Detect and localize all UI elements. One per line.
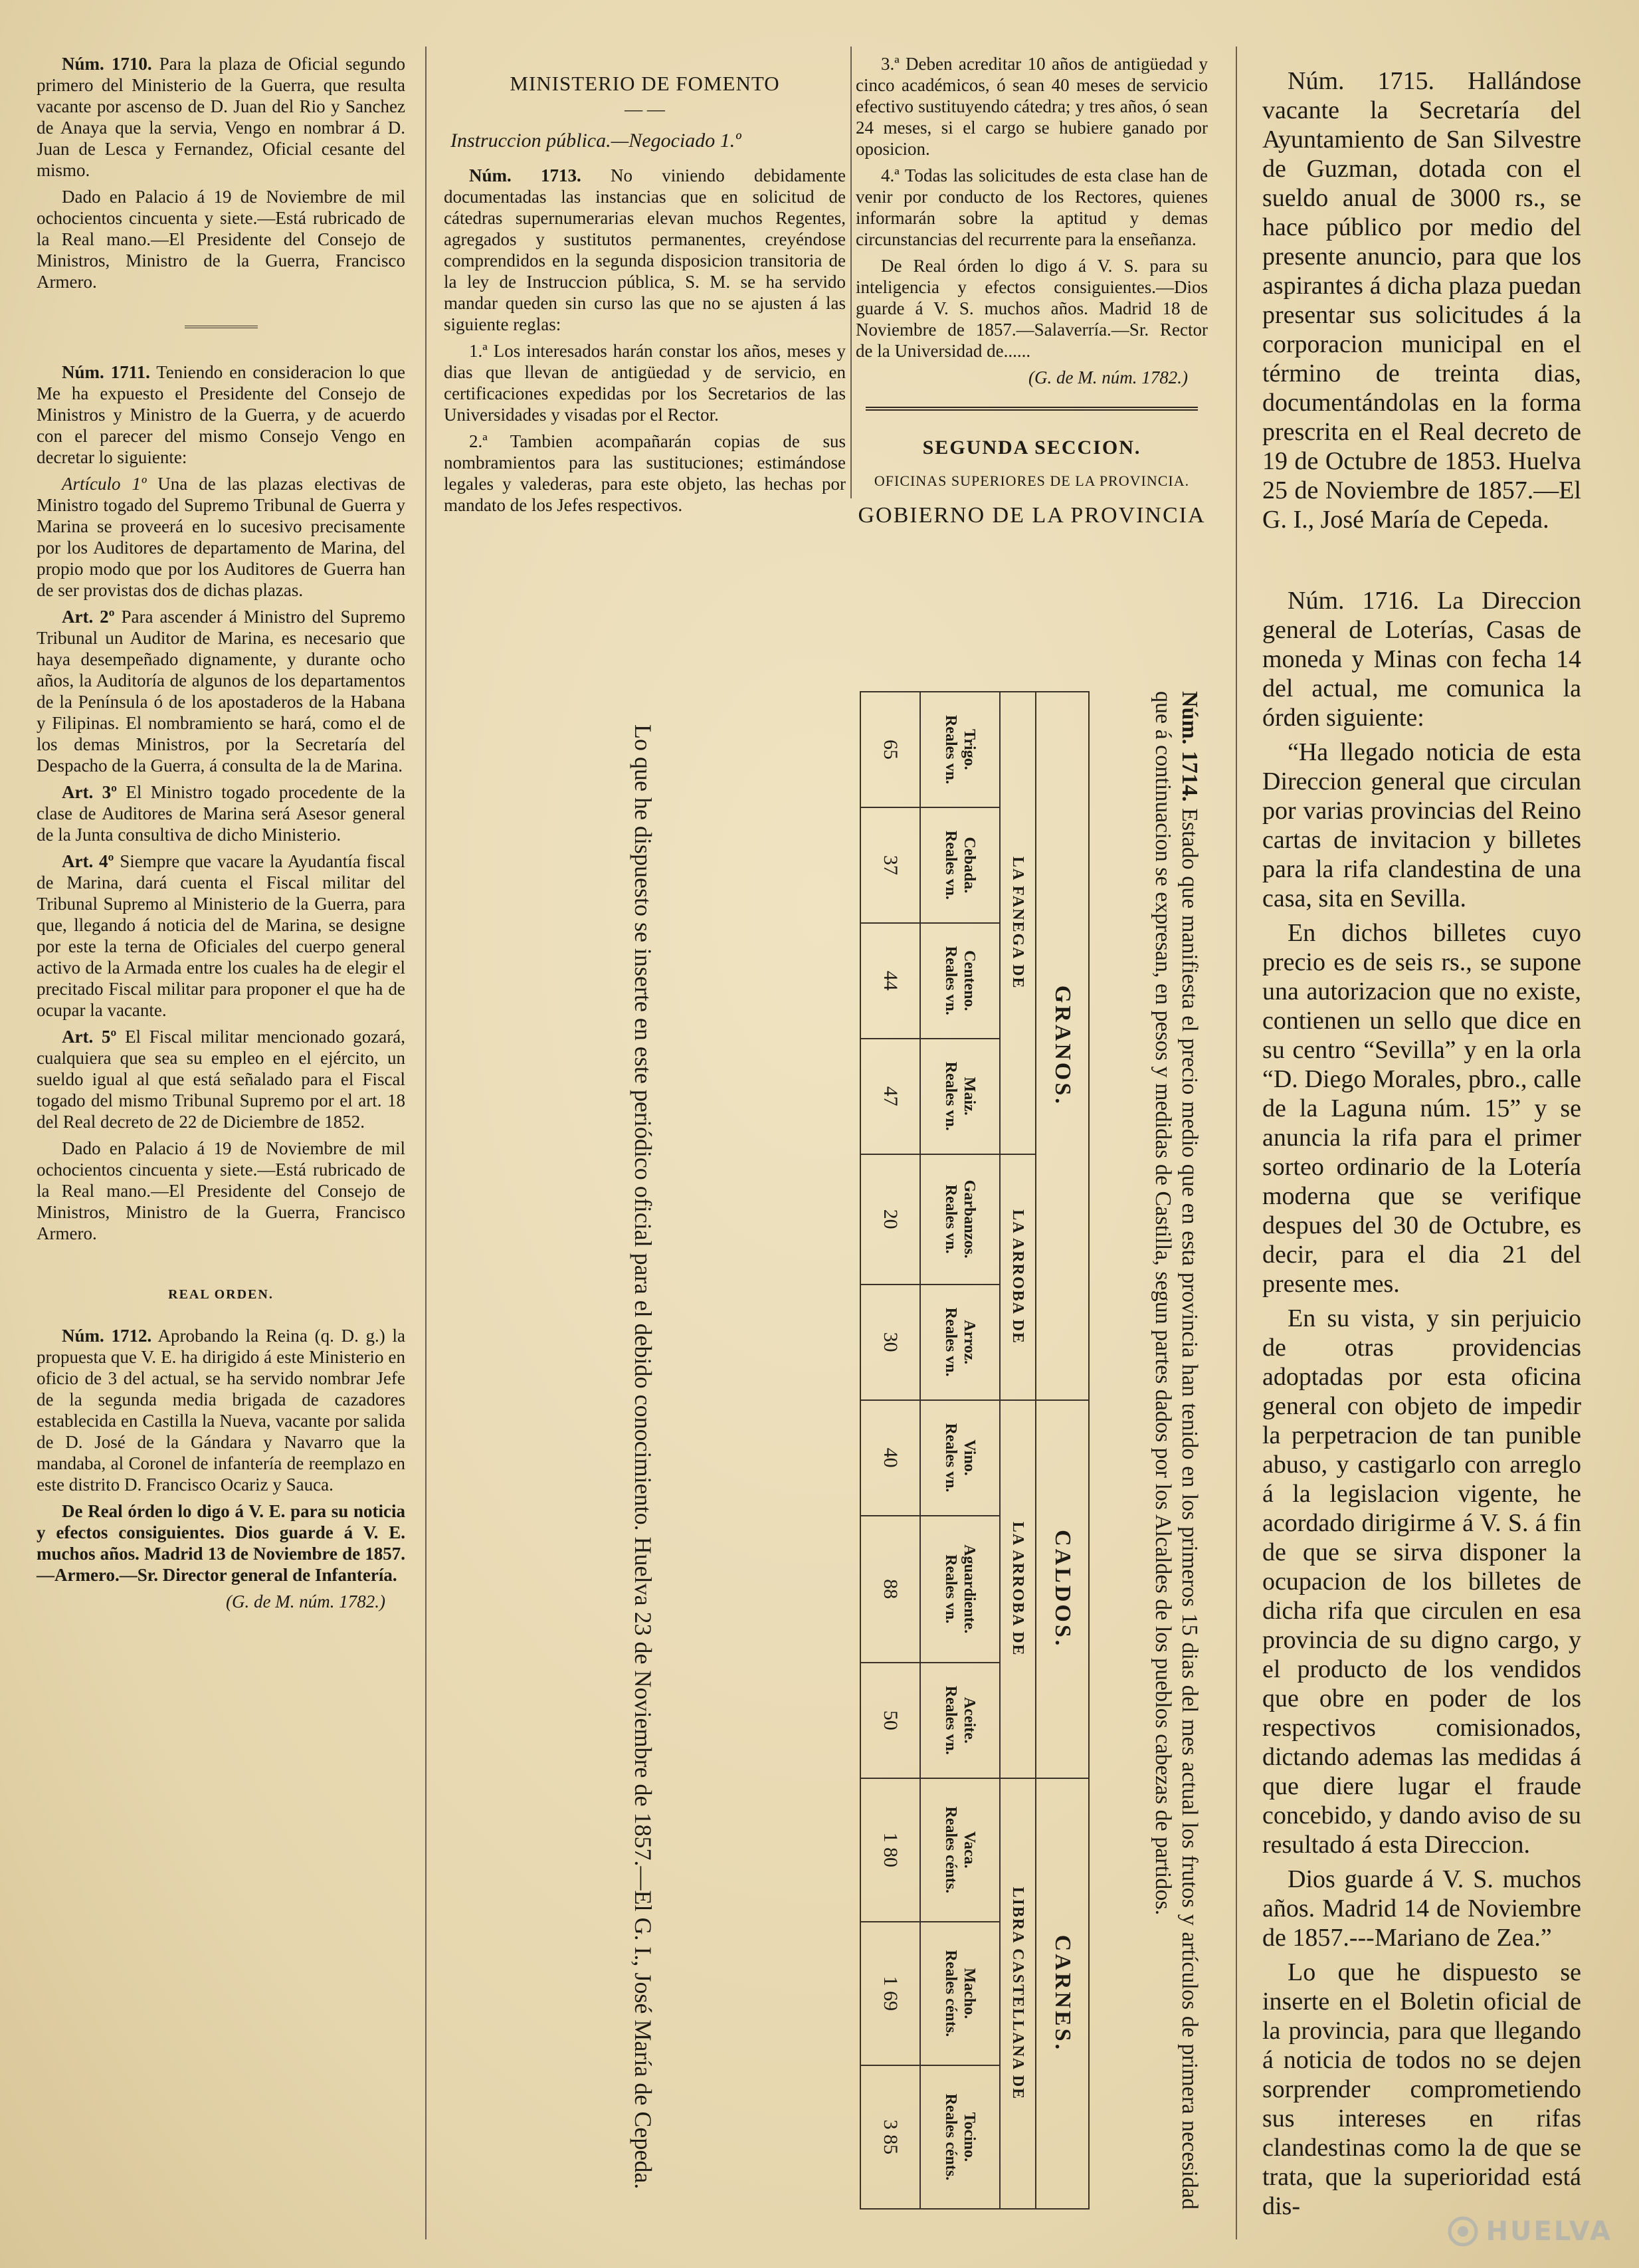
order-1713: Núm. 1713. No viniendo debidamente documentadas las instancias que en solicitud de cátedras supernumerarias elevan muchos Regentes, agregados y sustitutos permanentes, creyéndose comprendidos en la segunda disposicion transitoria de la ley de Instruccion pública, S. M. se ha servido mandar queden sin curso las que no se ajusten á las siguiente reglas: — [444, 165, 846, 334]
order-1712: Núm. 1712. Aprobando la Reina (q. D. g.) la propuesta que V. E. ha dirigido á este Ministerio en oficio de 3 del actual, se ha servido nombrar Jefe de la segunda media brigada de cazadores establecida en Castilla la Nueva, vacante por salida de D. José de la Gándara y Navarro que la mandaba, al Coronel de infantería de reemplazo en este distrito D. Francisco Ocariz y Sauca. — [37, 1326, 405, 1495]
rule-4: 4.ª Todas las solicitudes de esta clase han de venir por conducto de los Rectores, quienes informarán sobre la aptitud y demas circunstancias del recurrente para la enseñanza. — [856, 165, 1208, 249]
subgroup-arroba: LA ARROBA DE — [1000, 1400, 1036, 1778]
section-title: SEGUNDA SECCION. — [922, 437, 1141, 459]
quote-paragraph-3: En su vista, y sin perjuicio de otras providencias adoptadas por esta oficina general con objeto de impedir la perpetracion de tan punible abuso, y castigarlo con arreglo á la legislacion vigente, he acordado dirigirme á V. S. á fin de que se sirva disponer la ocupacion de los billetes de dicha rifa que circulen en esa provincia de su digno cargo, y el producto de los vendidos que obre en poder de los respectivos comisionados, dictando ademas las medidas á que diere lugar el fraude concebido, y dando aviso de su resultado á esta Direccion. — [1262, 1304, 1581, 1859]
column-header: Aceite. Reales vn. — [920, 1663, 1000, 1778]
column-divider — [425, 47, 427, 2239]
article-5: Art. 5º El Fiscal militar mencionado gozará, cualquiera que sea su empleo en el ejército, un sueldo igual al que está señalado para el Fiscal togado del mismo Tribunal Supremo por el art. 18 del Real decreto de 22 de Diciembre de 1852. — [37, 1027, 406, 1132]
article-3: Art. 3º El Ministro togado procedente de la clase de Auditores de Marina será Asesor general de la Junta consultiva de dicho Ministerio. — [37, 782, 406, 845]
table-footer: Lo que he dispuesto se inserte en este periódico oficial para el debido conocimiento. Huelva 23 de Noviembre de 1857.—El G. I., José María de Cepeda. — [630, 724, 656, 2190]
price-table-rotated — [525, 691, 1203, 2210]
price-value: 37 — [860, 807, 920, 923]
archive-watermark: HUELVA — [1400, 2212, 1612, 2251]
rule-2: 2.ª Tambien acompañarán copias de sus nombramientos para las sustituciones; estimándose legales y valederas, para este objeto, las hechas por mandato de los Jefes respectivos. — [444, 431, 846, 515]
column-1 — [37, 53, 405, 1617]
column-3 — [856, 53, 1208, 526]
column-header: Garbanzos. Reales vn. — [920, 1154, 1000, 1285]
section-subtitle: OFICINAS SUPERIORES DE LA PROVINCIA. — [874, 472, 1190, 489]
section-subtitle: Instruccion pública.—Negociado 1.º — [450, 130, 741, 152]
price-table-block — [525, 691, 1203, 2210]
column-header: Arroz. Reales vn. — [920, 1285, 1000, 1400]
spacer — [1262, 540, 1581, 586]
column-4 — [1262, 66, 1581, 2226]
price-value: 1 80 — [860, 1778, 920, 1922]
order-1712-signature: De Real órden lo digo á V. E. para su noticia y efectos consiguientes. Dios guarde á V. E. muchos años. Madrid 13 de Noviembre de 1857.—Armero.—Sr. Director general de Infantería. — [37, 1501, 405, 1585]
quote-paragraph-5: Lo que he dispuesto se inserte en el Boletin oficial de la provincia, para que llegando á noticia de todos no se dejen sorprender comprometiendo sus intereses en rifas clandestinas como la de que se trata, que la superioridad está dis- — [1262, 1958, 1581, 2220]
government-heading: GOBIERNO DE LA PROVINCIA — [858, 503, 1206, 528]
subgroup-libra: LIBRA CASTELLANA DE — [1000, 1778, 1036, 2209]
column-2 — [444, 53, 846, 521]
column-header: Tocino. Reales cénts. — [920, 2065, 1000, 2209]
price-value: 1 69 — [860, 1922, 920, 2065]
gazette-reference: (G. de M. núm. 1782.) — [1028, 367, 1188, 387]
column-header: Vino. Reales vn. — [920, 1400, 1000, 1516]
column-header: Aguardiente. Reales vn. — [920, 1516, 1000, 1663]
price-value: 65 — [860, 692, 920, 807]
order-1713-signature: De Real órden lo digo á V. S. para su inteligencia y efectos consiguientes.—Dios guarde á V. S. muchos años. Madrid 18 de Noviembre de 1857.—Salaverría.—Sr. Rector de la Universidad de...... — [856, 256, 1208, 361]
column-divider — [850, 47, 852, 498]
decree-1711: Núm. 1711. Teniendo en consideracion lo que Me ha expuesto el Presidente del Consejo de Ministros y Ministro de la Guerra, y de acuerdo con el parecer del mismo Consejo Vengo en decretar lo siguiente: — [37, 362, 405, 467]
price-value: 20 — [860, 1154, 920, 1285]
price-value: 40 — [860, 1400, 920, 1516]
table-title: Núm. 1714. Estado que manifiesta el precio medio que en esta provincia han tenido en los primeros 15 dias del mes actual los frutos y artículos de primera necesidad que á continuacion se expresan, en pesos y medidas de Castilla, segun partes dados por los Alcaldes de los pueblos cabezas de partidos. — [1151, 691, 1202, 2210]
separator — [185, 326, 258, 328]
column-header: Vaca. Reales cénts. — [920, 1778, 1000, 1922]
group-granos: GRANOS. — [1036, 692, 1089, 1400]
price-value: 44 — [860, 923, 920, 1039]
gazette-reference: (G. de M. núm. 1782.) — [226, 1592, 385, 1611]
article-4: Art. 4º Siempre que vacare la Ayudantía fiscal de Marina, dará cuenta el Fiscal militar del Tribunal Supremo al Ministerio de la Guerra, para que, llegando á noticia del de Marina, se designe por este la terna de Oficiales del cuerpo general activo de la Armada entre los cuales ha de elegir el precitado Fiscal militar para proponer el que ha de ocupar la vacante. — [37, 851, 405, 1020]
price-value: 47 — [860, 1039, 920, 1154]
price-value: 30 — [860, 1285, 920, 1400]
column-header: Centeno. Reales vn. — [920, 923, 1000, 1039]
article-2: Art. 2º Para ascender á Ministro del Supremo Tribunal un Auditor de Marina, es necesario que haya desempeñado dignamente, y durante ocho años, la Auditoría de algunos de los departamentos de la Península ó de los apostaderos de la Habana y Filipinas. El nombramiento se hará, como el de los demas Ministros, por la Secretaría del Despacho de la Guerra, á consulta de la de Marina. — [37, 607, 406, 775]
price-value: 50 — [860, 1663, 920, 1778]
group-carnes: CARNES. — [1036, 1778, 1089, 2209]
quote-paragraph-1: “Ha llegado noticia de esta Direccion general que circulan por varias provincias del Reino cartas de invitacion y billetes para la rifa clandestina de una casa, sita en Sevilla. — [1262, 738, 1581, 912]
archive-logo-icon — [1446, 2215, 1480, 2248]
article-1: Artículo 1º Una de las plazas electivas de Ministro togado del Supremo Tribunal de Guerra y Marina se proveerá en lo sucesivo precisamente por los Auditores de departamento de Marina, del propio modo que por los Auditores de Guerra han de ser provistas dos de dichas plazas. — [37, 474, 405, 600]
column-header: Trigo. Reales vn. — [920, 692, 1000, 807]
column-divider — [1236, 47, 1237, 2239]
notice-1715: Núm. 1715. Hallándose vacante la Secretaría del Ayuntamiento de San Silvestre de Guzman, dotada con el sueldo anual de 3000 rs., se hace público por medio del presente anuncio, para que los aspirantes á dicha plaza puedan presentar sus solicitudes á la corporacion municipal en el término de treinta dias, documentándolas en la forma prescrita en el Real decreto de 19 de Octubre de 1853. Huelva 25 de Noviembre de 1857.—El G. I., José María de Cepeda. — [1262, 67, 1582, 534]
price-value: 88 — [860, 1516, 920, 1663]
rule-3: 3.ª Deben acreditar 10 años de antigüedad y cinco académicos, ó sean 40 meses de servicio efectivo sustituyendo cátedra; y tres años, ó sean 24 meses, si el cargo se hubiere ganado por oposicion. — [856, 54, 1208, 159]
subgroup-arroba: LA ARROBA DE — [1000, 1154, 1036, 1400]
heading-dash: — — — [625, 99, 665, 119]
quote-paragraph-2: En dichos billetes cuyo precio es de seis rs., se supone una autorizacion que no existe, contienen un sello que dice en su centro “Sevilla” y en la orla “D. Diego Morales, pbro., calle de la Laguna núm. 15” y se anuncia la rifa para el primer sorteo ordinario de la Lotería moderna que se verifique despues del 30 de Octubre, es decir, para el dia 21 del presente mes. — [1262, 919, 1581, 1298]
decree-1710: Núm. 1710. Para la plaza de Oficial segundo primero del Ministerio de la Guerra, que resulta vacante por ascenso de D. Juan del Rio y Sanchez de Anaya que la servia, Vengo en nombrar á D. Juan de Lesca y Fernandez, Oficial cesante del mismo. — [37, 54, 406, 180]
real-orden-heading: REAL ORDEN. — [168, 1287, 274, 1302]
quote-paragraph-4: Dios guarde á V. S. muchos años. Madrid 14 de Noviembre de 1857.---Mariano de Zea.” — [1262, 1865, 1581, 1952]
subgroup-fanega: LA FANEGA DE — [1000, 692, 1036, 1154]
decree-1711-signature: Dado en Palacio á 19 de Noviembre de mil ochocientos cincuenta y siete.—Está rubricado de la Real mano.—El Presidente del Consejo de Ministros, Ministro de la Guerra, Francisco Armero. — [37, 1138, 405, 1243]
rule-1: 1.ª Los interesados harán constar los años, meses y dias que llevan de antigüedad y de servicio, en certificaciones expedidas por los Secretarios de las Universidades y visadas por el Rector. — [444, 341, 846, 425]
column-header: Macho. Reales cénts. — [920, 1922, 1000, 2065]
group-caldos: CALDOS. — [1036, 1400, 1089, 1778]
separator — [866, 407, 1198, 411]
column-header: Maiz. Reales vn. — [920, 1039, 1000, 1154]
column-header: Cebada. Reales vn. — [920, 807, 1000, 923]
decree-1710-signature: Dado en Palacio á 19 de Noviembre de mil ochocientos cincuenta y siete.—Está rubricado de la Real mano.—El Presidente del Consejo de Ministros, Ministro de la Guerra, Francisco Armero. — [37, 187, 405, 292]
price-table — [860, 691, 1090, 2210]
ministry-heading: MINISTERIO DE FOMENTO — [510, 72, 780, 95]
price-value: 3 85 — [860, 2065, 920, 2209]
notice-1716: Núm. 1716. La Direccion general de Loterías, Casas de moneda y Minas con fecha 14 del actual, me comunica la órden siguiente: — [1262, 587, 1582, 732]
